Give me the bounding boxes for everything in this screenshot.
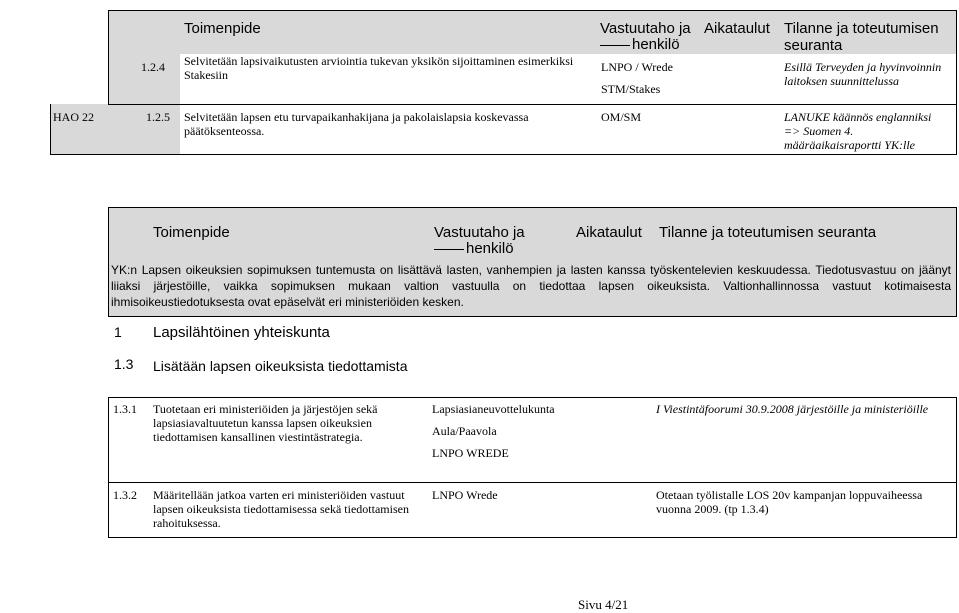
t2-row1-status: I Viestintäfoorumi 30.9.2008 järjestöille ja ministeriöille	[656, 402, 929, 416]
t2-row1-text: Tuotetaan eri ministeriöiden ja järjestöjen sekä lapsiasiavaltuutetun kanssa lapsen oikeuksien tiedottamisen kansallinen viestintästrategia.	[153, 402, 378, 444]
section-number: 1	[114, 324, 122, 340]
t2-row1-num: 1.3.1	[113, 402, 137, 416]
t2-header-henkilo: henkilö	[434, 240, 514, 257]
t1-header-seuranta: seuranta	[784, 37, 843, 54]
section-title: Lapsilähtöinen yhteiskunta	[153, 324, 330, 341]
t1-header-henkilo: henkilö	[600, 36, 680, 53]
t2-header-tilanne: Tilanne ja toteutumisen seuranta	[659, 224, 877, 241]
t1-header-toimenpide: Toimenpide	[184, 20, 261, 37]
t2-row2-status: Otetaan työlistalle LOS 20v kampanjan loppuvaiheessa vuonna 2009. (tp 1.3.4)	[656, 488, 923, 516]
t1-row1-resp1: LNPO / Wrede	[601, 60, 673, 74]
t2-header-aikataulut: Aikataulut	[576, 224, 642, 241]
t2-row2-text: Määritellään jatkoa varten eri ministeriöiden vastuut lapsen oikeuksista tiedottamisessa sekä tiedottamisen rahoituksessa.	[153, 488, 409, 530]
subsection-title: Lisätään lapsen oikeuksista tiedottamista	[153, 358, 408, 374]
t2-header-vastuutaho: Vastuutaho ja	[434, 224, 525, 241]
t1-row1-text: Selvitetään lapsivaikutusten arviointia tukevan yksikön sijoittaminen esimerkiksi Stakesiin	[184, 54, 574, 82]
t1-header-vastuutaho: Vastuutaho ja	[600, 20, 691, 37]
t1-row1-status: Esillä Terveyden ja hyvinvoinnin laitoksen suunnittelussa	[784, 60, 942, 88]
t1-row1-num: 1.2.4	[141, 60, 165, 74]
page-number: Sivu 4/21	[578, 597, 629, 612]
subsection-number: 1.3	[114, 356, 134, 372]
t1-row2-group: HAO 22	[53, 110, 94, 124]
t2-header-toimenpide: Toimenpide	[153, 224, 230, 241]
t2-row2-resp-0: LNPO Wrede	[432, 488, 498, 502]
t1-header-aikataulut: Aikataulut	[704, 20, 770, 37]
t1-row1-resp2: STM/Stakes	[601, 82, 661, 96]
t1-row2-text: Selvitetään lapsen etu turvapaikanhakijana ja pakolaislapsia koskevassa päätöksenteossa.	[184, 110, 529, 138]
t1-row2-num: 1.2.5	[146, 110, 170, 124]
t1-row2-resp1: OM/SM	[601, 110, 642, 124]
t2-row2-num: 1.3.2	[113, 488, 137, 502]
t2-row1-resp-0: Lapsiasianeuvottelukunta	[432, 402, 555, 416]
t2-row1-resp-1: Aula/Paavola	[432, 424, 497, 438]
t1-row2-status: LANUKE käännös englanniksi => Suomen 4. määräaikaisraportti YK:lle	[784, 110, 932, 152]
t1-header-tilanne: Tilanne ja toteutumisen	[784, 20, 939, 37]
t2-intro-text: YK:n Lapsen oikeuksien sopimuksen tuntemusta on lisättävä lasten, vanhempien ja lasten kanssa työskentelevien keskuudessa. Tiedotusvastuu on jäänyt liiaksi järjestöille, vaikka sopimuksen mukaan valtion vastuulla on tiedottaa lapsen oikeuksista. Valtionhallinnossa vastuut kotimaisesta ihmisoikeustiedotuksesta ovat epäselvät eri ministeriöiden kesken.	[111, 263, 951, 309]
t2-row1-resp-2: LNPO WREDE	[432, 446, 509, 460]
